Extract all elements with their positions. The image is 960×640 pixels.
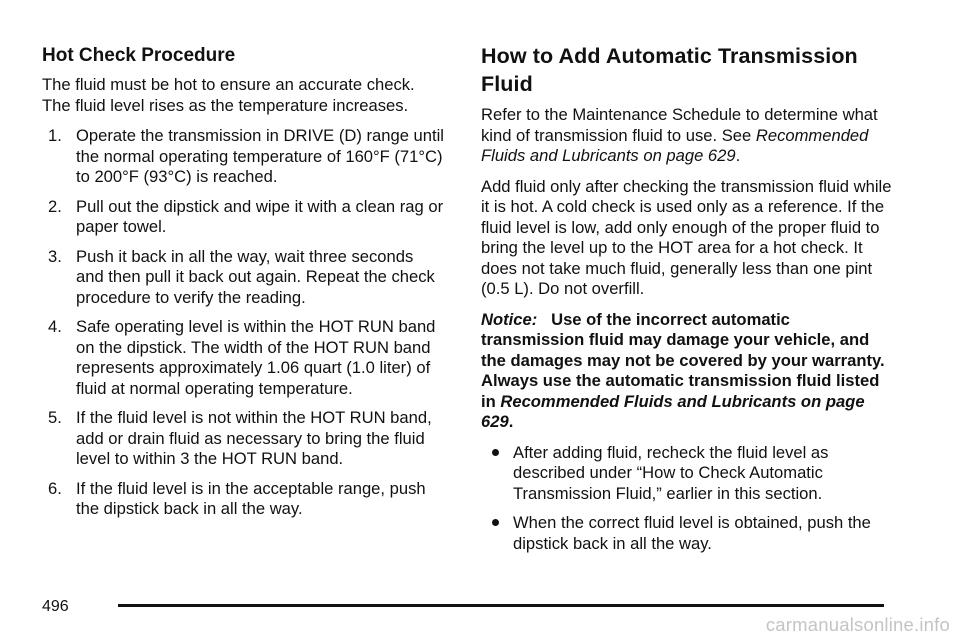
- maintenance-reference-paragraph: [481, 105, 893, 167]
- procedure-steps: [42, 126, 444, 520]
- left-column: [42, 44, 444, 529]
- step-number: 2.: [48, 196, 62, 216]
- right-column: [481, 42, 893, 563]
- step-text: Safe operating level is within the HOT RUN band on the dipstick. The width of the HOT RUN band represents approximately 1.06 quart (1.0 liter) of fluid at normal operating temperature.: [76, 317, 436, 398]
- step-item: [42, 408, 444, 470]
- section-heading-hot-check: Hot Check Procedure: [42, 45, 236, 66]
- step-item: [42, 317, 444, 399]
- notice-end: .: [508, 412, 514, 431]
- bullet-icon: [492, 519, 499, 526]
- watermark: carmanualsonline.info: [765, 614, 950, 635]
- step-text: Pull out the dipstick and wipe it with a clean rag or paper towel.: [76, 196, 444, 236]
- bullet-item: [481, 443, 893, 505]
- bullet-item: [481, 513, 893, 554]
- bullet-text: After adding fluid, recheck the fluid level as described under “How to Check Automatic Transmission Fluid,” earlier in this section.: [513, 442, 829, 503]
- step-item: [42, 247, 444, 309]
- step-item: [42, 197, 444, 238]
- notice-text: Use of the incorrect automatic transmission fluid may damage your vehicle, and the damages may not be covered by your warranty. Always use the automatic transmission fluid listed in: [481, 309, 885, 411]
- notice-label: Notice:: [481, 309, 538, 329]
- step-number: 6.: [48, 478, 62, 498]
- step-text: If the fluid level is in the acceptable range, push the dipstick back in all the way.: [76, 478, 426, 518]
- step-number: 1.: [48, 126, 62, 145]
- bullet-text: When the correct fluid level is obtained, push the dipstick back in all the way.: [513, 513, 871, 553]
- step-item: [42, 126, 444, 188]
- footer-divider: [118, 604, 884, 607]
- step-number: 4.: [48, 317, 62, 336]
- notice-cross-reference: Recommended Fluids and Lubricants on page 629: [481, 391, 865, 431]
- add-fluid-paragraph: Add fluid only after checking the transmission fluid while it is hot. A cold check is used only as a reference. If the fluid level is low, add only enough of the proper fluid to bring the level up to the HOT area for a hot check. It does not take much fluid, generally less than one pint (0.5 L). Do not overfill.: [481, 176, 892, 298]
- step-item: [42, 479, 444, 520]
- bullet-icon: [492, 449, 499, 456]
- paragraph-text: Refer to the Maintenance Schedule to determine what kind of transmission fluid to use. See: [481, 105, 878, 145]
- section-heading-add-fluid: How to Add Automatic Transmission Fluid: [481, 44, 858, 96]
- paragraph-end: .: [735, 146, 741, 165]
- cross-reference: Recommended Fluids and Lubricants on page 629: [481, 125, 869, 165]
- step-text: Operate the transmission in DRIVE (D) range until the normal operating temperature of 160°F (71°C) to 200°F (93°C) is reached.: [76, 126, 444, 186]
- page-number: 496: [42, 598, 69, 615]
- step-number: 3.: [48, 246, 62, 266]
- notice-block: [481, 310, 893, 433]
- step-text: Push it back in all the way, wait three seconds and then pull it back out again. Repeat the check procedure to verify the reading.: [76, 246, 435, 307]
- bullet-list: [481, 443, 893, 555]
- step-number: 5.: [48, 408, 62, 427]
- intro-paragraph: The fluid must be hot to ensure an accurate check. The fluid level rises as the temperature increases.: [42, 75, 415, 115]
- step-text: If the fluid level is not within the HOT RUN band, add or drain fluid as necessary to bring the fluid level to within 3 the HOT RUN band.: [76, 408, 432, 468]
